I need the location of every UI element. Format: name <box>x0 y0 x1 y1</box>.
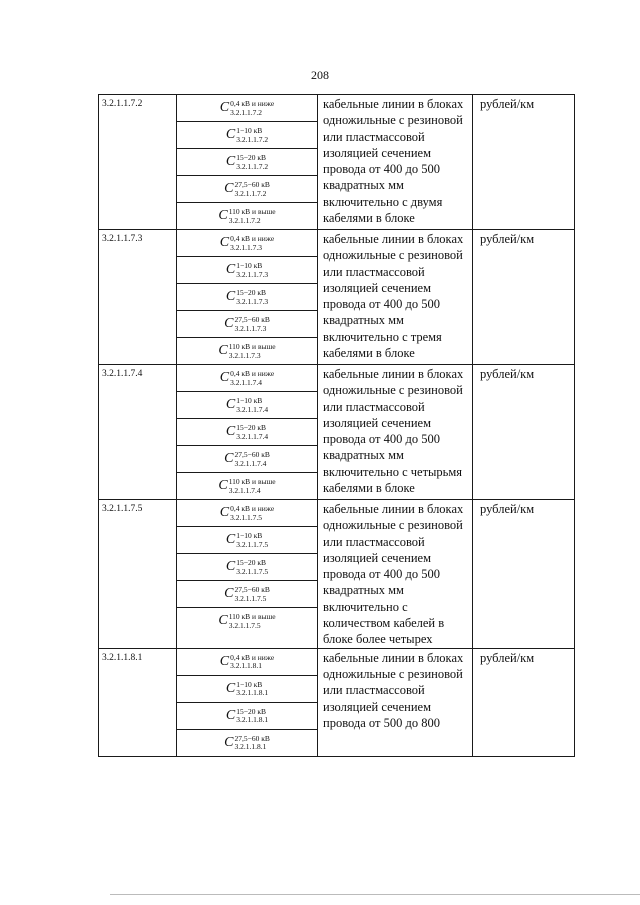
rate-symbol-voltage: 1−10 кВ <box>236 261 263 270</box>
table-row <box>99 95 575 230</box>
rate-symbol-indices <box>236 559 268 575</box>
rate-symbol-letter: C <box>224 451 234 466</box>
rate-symbol-letter: C <box>225 127 236 142</box>
rate-symbol-letter: C <box>219 370 230 385</box>
rate-symbol-index: 3.2.1.1.7.2 <box>234 188 267 198</box>
rate-symbol <box>177 257 317 284</box>
rate-symbol-indices <box>236 262 268 278</box>
rate-symbol-letter: C <box>225 559 236 574</box>
rate-symbol-indices <box>229 613 276 629</box>
rate-symbol <box>177 554 317 581</box>
footer-divider <box>110 894 640 895</box>
rate-symbols-cell <box>177 365 318 500</box>
rate-symbol-voltage: 15−20 кВ <box>236 423 266 432</box>
rate-symbol-indices <box>229 478 276 494</box>
rate-symbol-voltage: 1−10 кВ <box>236 126 263 135</box>
rate-symbol <box>177 230 317 257</box>
rate-symbol-indices <box>236 289 268 305</box>
row-description: кабельные линии в блоках одножильные с резиновой или пластмассовой изоляцией сечением провода от 400 до 500 квадратных мм включительно с четырьмя кабелями в блоке <box>318 365 473 500</box>
rate-symbols-cell <box>177 230 318 365</box>
rate-symbols-cell <box>177 95 318 230</box>
rate-symbol-letter: C <box>224 181 234 196</box>
rate-symbol <box>177 365 317 392</box>
row-unit: рублей/км <box>473 365 575 500</box>
rate-symbol-letter: C <box>225 532 236 547</box>
rate-symbol-voltage: 1−10 кВ <box>236 396 263 405</box>
rate-symbol-letter: C <box>225 707 236 723</box>
rate-symbol-indices <box>234 316 269 332</box>
rate-symbol-index: 3.2.1.1.7.5 <box>234 593 267 603</box>
rate-symbol-indices <box>234 181 269 197</box>
rate-symbol-indices <box>234 586 269 602</box>
row-description: кабельные линии в блоках одножильные с резиновой или пластмассовой изоляцией сечением провода от 400 до 500 квадратных мм включительно с двумя кабелями в блоке <box>318 95 473 230</box>
rate-symbol-letter: C <box>219 100 230 115</box>
rate-symbol <box>177 473 317 499</box>
rates-table <box>98 94 575 757</box>
rate-symbol-indices <box>236 397 268 413</box>
row-code: 3.2.1.1.7.3 <box>99 230 177 365</box>
rate-symbol-indices <box>230 370 274 386</box>
rate-symbol <box>177 500 317 527</box>
rate-symbol <box>177 649 317 676</box>
rate-symbol-index: 3.2.1.1.7.2 <box>228 215 261 225</box>
rate-symbol-voltage: 27,5−60 кВ <box>234 585 270 594</box>
rate-symbol-index: 3.2.1.1.8.1 <box>234 742 267 752</box>
rate-symbol-letter: C <box>218 478 228 493</box>
rate-symbol <box>177 311 317 338</box>
row-unit: рублей/км <box>473 648 575 756</box>
row-unit: рублей/км <box>473 95 575 230</box>
rate-symbol-voltage: 15−20 кВ <box>236 558 266 567</box>
rate-symbol-letter: C <box>224 586 234 601</box>
rate-symbols-cell <box>177 500 318 649</box>
rate-symbol-letter: C <box>219 235 230 250</box>
rate-symbol <box>177 95 317 122</box>
rate-symbol-index: 3.2.1.1.7.4 <box>228 485 261 495</box>
row-code: 3.2.1.1.7.5 <box>99 500 177 649</box>
rate-symbol <box>177 446 317 473</box>
rate-symbol-voltage: 15−20 кВ <box>236 706 266 716</box>
rate-symbol-index: 3.2.1.1.7.3 <box>228 350 261 360</box>
row-description: кабельные линии в блоках одножильные с резиновой или пластмассовой изоляцией сечением провода от 400 до 500 квадратных мм включительно с тремя кабелями в блоке <box>318 230 473 365</box>
rate-symbol-letter: C <box>225 262 236 277</box>
table-row <box>99 500 575 649</box>
rate-symbol-voltage: 1−10 кВ <box>236 679 263 689</box>
rate-symbol <box>177 527 317 554</box>
rate-symbol-voltage: 0,4 кВ и ниже <box>230 652 275 662</box>
rate-symbol <box>177 122 317 149</box>
rate-symbol-voltage: 110 кВ и выше <box>228 342 276 351</box>
rate-symbol-voltage: 0,4 кВ и ниже <box>230 99 275 108</box>
rate-symbol <box>177 703 317 730</box>
rate-symbol-voltage: 0,4 кВ и ниже <box>230 504 275 513</box>
rate-symbol-index: 3.2.1.1.7.5 <box>230 512 262 522</box>
rate-symbol-indices <box>236 532 268 548</box>
page-number: 208 <box>311 68 329 82</box>
table-row <box>99 648 575 756</box>
rate-symbol <box>177 608 317 634</box>
rate-symbol-letter: C <box>219 653 230 669</box>
rate-symbol-index: 3.2.1.1.8.1 <box>230 661 262 671</box>
row-code: 3.2.1.1.7.4 <box>99 365 177 500</box>
rate-symbol-index: 3.2.1.1.7.5 <box>236 566 269 576</box>
rate-symbol <box>177 392 317 419</box>
rates-table-body <box>99 95 575 757</box>
rate-symbol-indices <box>236 708 268 724</box>
rate-symbol <box>177 676 317 703</box>
rate-symbol-indices <box>230 505 274 521</box>
rate-symbol <box>177 581 317 608</box>
rate-symbol-indices <box>230 100 274 116</box>
rate-symbol-letter: C <box>218 613 228 628</box>
rate-symbol-indices <box>236 681 268 697</box>
rate-symbol-index: 3.2.1.1.7.3 <box>236 269 269 279</box>
row-code: 3.2.1.1.7.2 <box>99 95 177 230</box>
rate-symbol-voltage: 27,5−60 кВ <box>234 180 270 189</box>
rate-symbol-letter: C <box>225 154 236 169</box>
rate-symbol-voltage: 110 кВ и выше <box>228 207 276 216</box>
rate-symbol-letter: C <box>225 289 236 304</box>
rate-symbol-index: 3.2.1.1.8.1 <box>236 688 269 698</box>
row-unit: рублей/км <box>473 230 575 365</box>
row-code: 3.2.1.1.8.1 <box>99 648 177 756</box>
rate-symbol-index: 3.2.1.1.7.2 <box>236 134 269 144</box>
rate-symbol-index: 3.2.1.1.7.3 <box>234 323 267 333</box>
rate-symbol-voltage: 15−20 кВ <box>236 288 266 297</box>
rate-symbol-indices <box>236 127 268 143</box>
rate-symbol-letter: C <box>219 505 230 520</box>
row-description: кабельные линии в блоках одножильные с резиновой или пластмассовой изоляцией сечением провода от 400 до 500 квадратных мм включительно с количеством кабелей в блоке более четырех <box>318 500 473 649</box>
rate-symbol-indices <box>229 208 276 224</box>
row-unit: рублей/км <box>473 500 575 649</box>
rate-symbol-index: 3.2.1.1.7.3 <box>230 242 262 252</box>
rate-symbol-indices <box>230 235 274 251</box>
rate-symbol-indices <box>236 424 268 440</box>
rate-symbol-voltage: 27,5−60 кВ <box>234 450 270 459</box>
rate-symbol-index: 3.2.1.1.7.4 <box>234 458 267 468</box>
rate-symbol-voltage: 0,4 кВ и ниже <box>230 234 275 243</box>
rate-symbol <box>177 338 317 364</box>
rate-symbol-indices <box>230 654 274 670</box>
rate-symbol-letter: C <box>218 208 228 223</box>
rate-symbol <box>177 149 317 176</box>
rate-symbol-letter: C <box>224 316 234 331</box>
rate-symbol-index: 3.2.1.1.7.4 <box>236 431 269 441</box>
rate-symbol-index: 3.2.1.1.7.4 <box>230 377 262 387</box>
rate-symbol-letter: C <box>224 734 234 750</box>
rate-symbol-voltage: 27,5−60 кВ <box>234 315 270 324</box>
rate-symbol-index: 3.2.1.1.8.1 <box>236 715 269 725</box>
rate-symbol-voltage: 110 кВ и выше <box>228 477 276 486</box>
rate-symbol-index: 3.2.1.1.7.5 <box>228 620 261 630</box>
rate-symbol-index: 3.2.1.1.7.4 <box>236 404 269 414</box>
table-row <box>99 365 575 500</box>
rate-symbol-letter: C <box>225 424 236 439</box>
rate-symbol <box>177 284 317 311</box>
rate-symbol-letter: C <box>218 343 228 358</box>
row-description: кабельные линии в блоках одножильные с резиновой или пластмассовой изоляцией сечением провода от 500 до 800 <box>318 648 473 756</box>
rate-symbol-voltage: 0,4 кВ и ниже <box>230 369 275 378</box>
rate-symbol-indices <box>236 154 268 170</box>
rate-symbol-index: 3.2.1.1.7.3 <box>236 296 269 306</box>
rate-symbol <box>177 730 317 756</box>
rate-symbol-index: 3.2.1.1.7.2 <box>236 161 269 171</box>
rate-symbol-indices <box>234 451 269 467</box>
rate-symbol-voltage: 110 кВ и выше <box>228 612 276 621</box>
rate-symbol <box>177 176 317 203</box>
rate-symbol-index: 3.2.1.1.7.5 <box>236 539 269 549</box>
rate-symbol <box>177 203 317 229</box>
rate-symbol-voltage: 1−10 кВ <box>236 531 263 540</box>
rate-symbol-voltage: 15−20 кВ <box>236 153 266 162</box>
rate-symbols-cell <box>177 648 318 756</box>
rate-symbol-letter: C <box>225 680 236 696</box>
table-row <box>99 230 575 365</box>
rate-symbol-indices <box>229 343 276 359</box>
rate-symbol <box>177 419 317 446</box>
rate-symbol-indices <box>234 735 269 751</box>
rate-symbol-index: 3.2.1.1.7.2 <box>230 107 262 117</box>
rate-symbol-letter: C <box>225 397 236 412</box>
rate-symbol-voltage: 27,5−60 кВ <box>234 733 270 743</box>
